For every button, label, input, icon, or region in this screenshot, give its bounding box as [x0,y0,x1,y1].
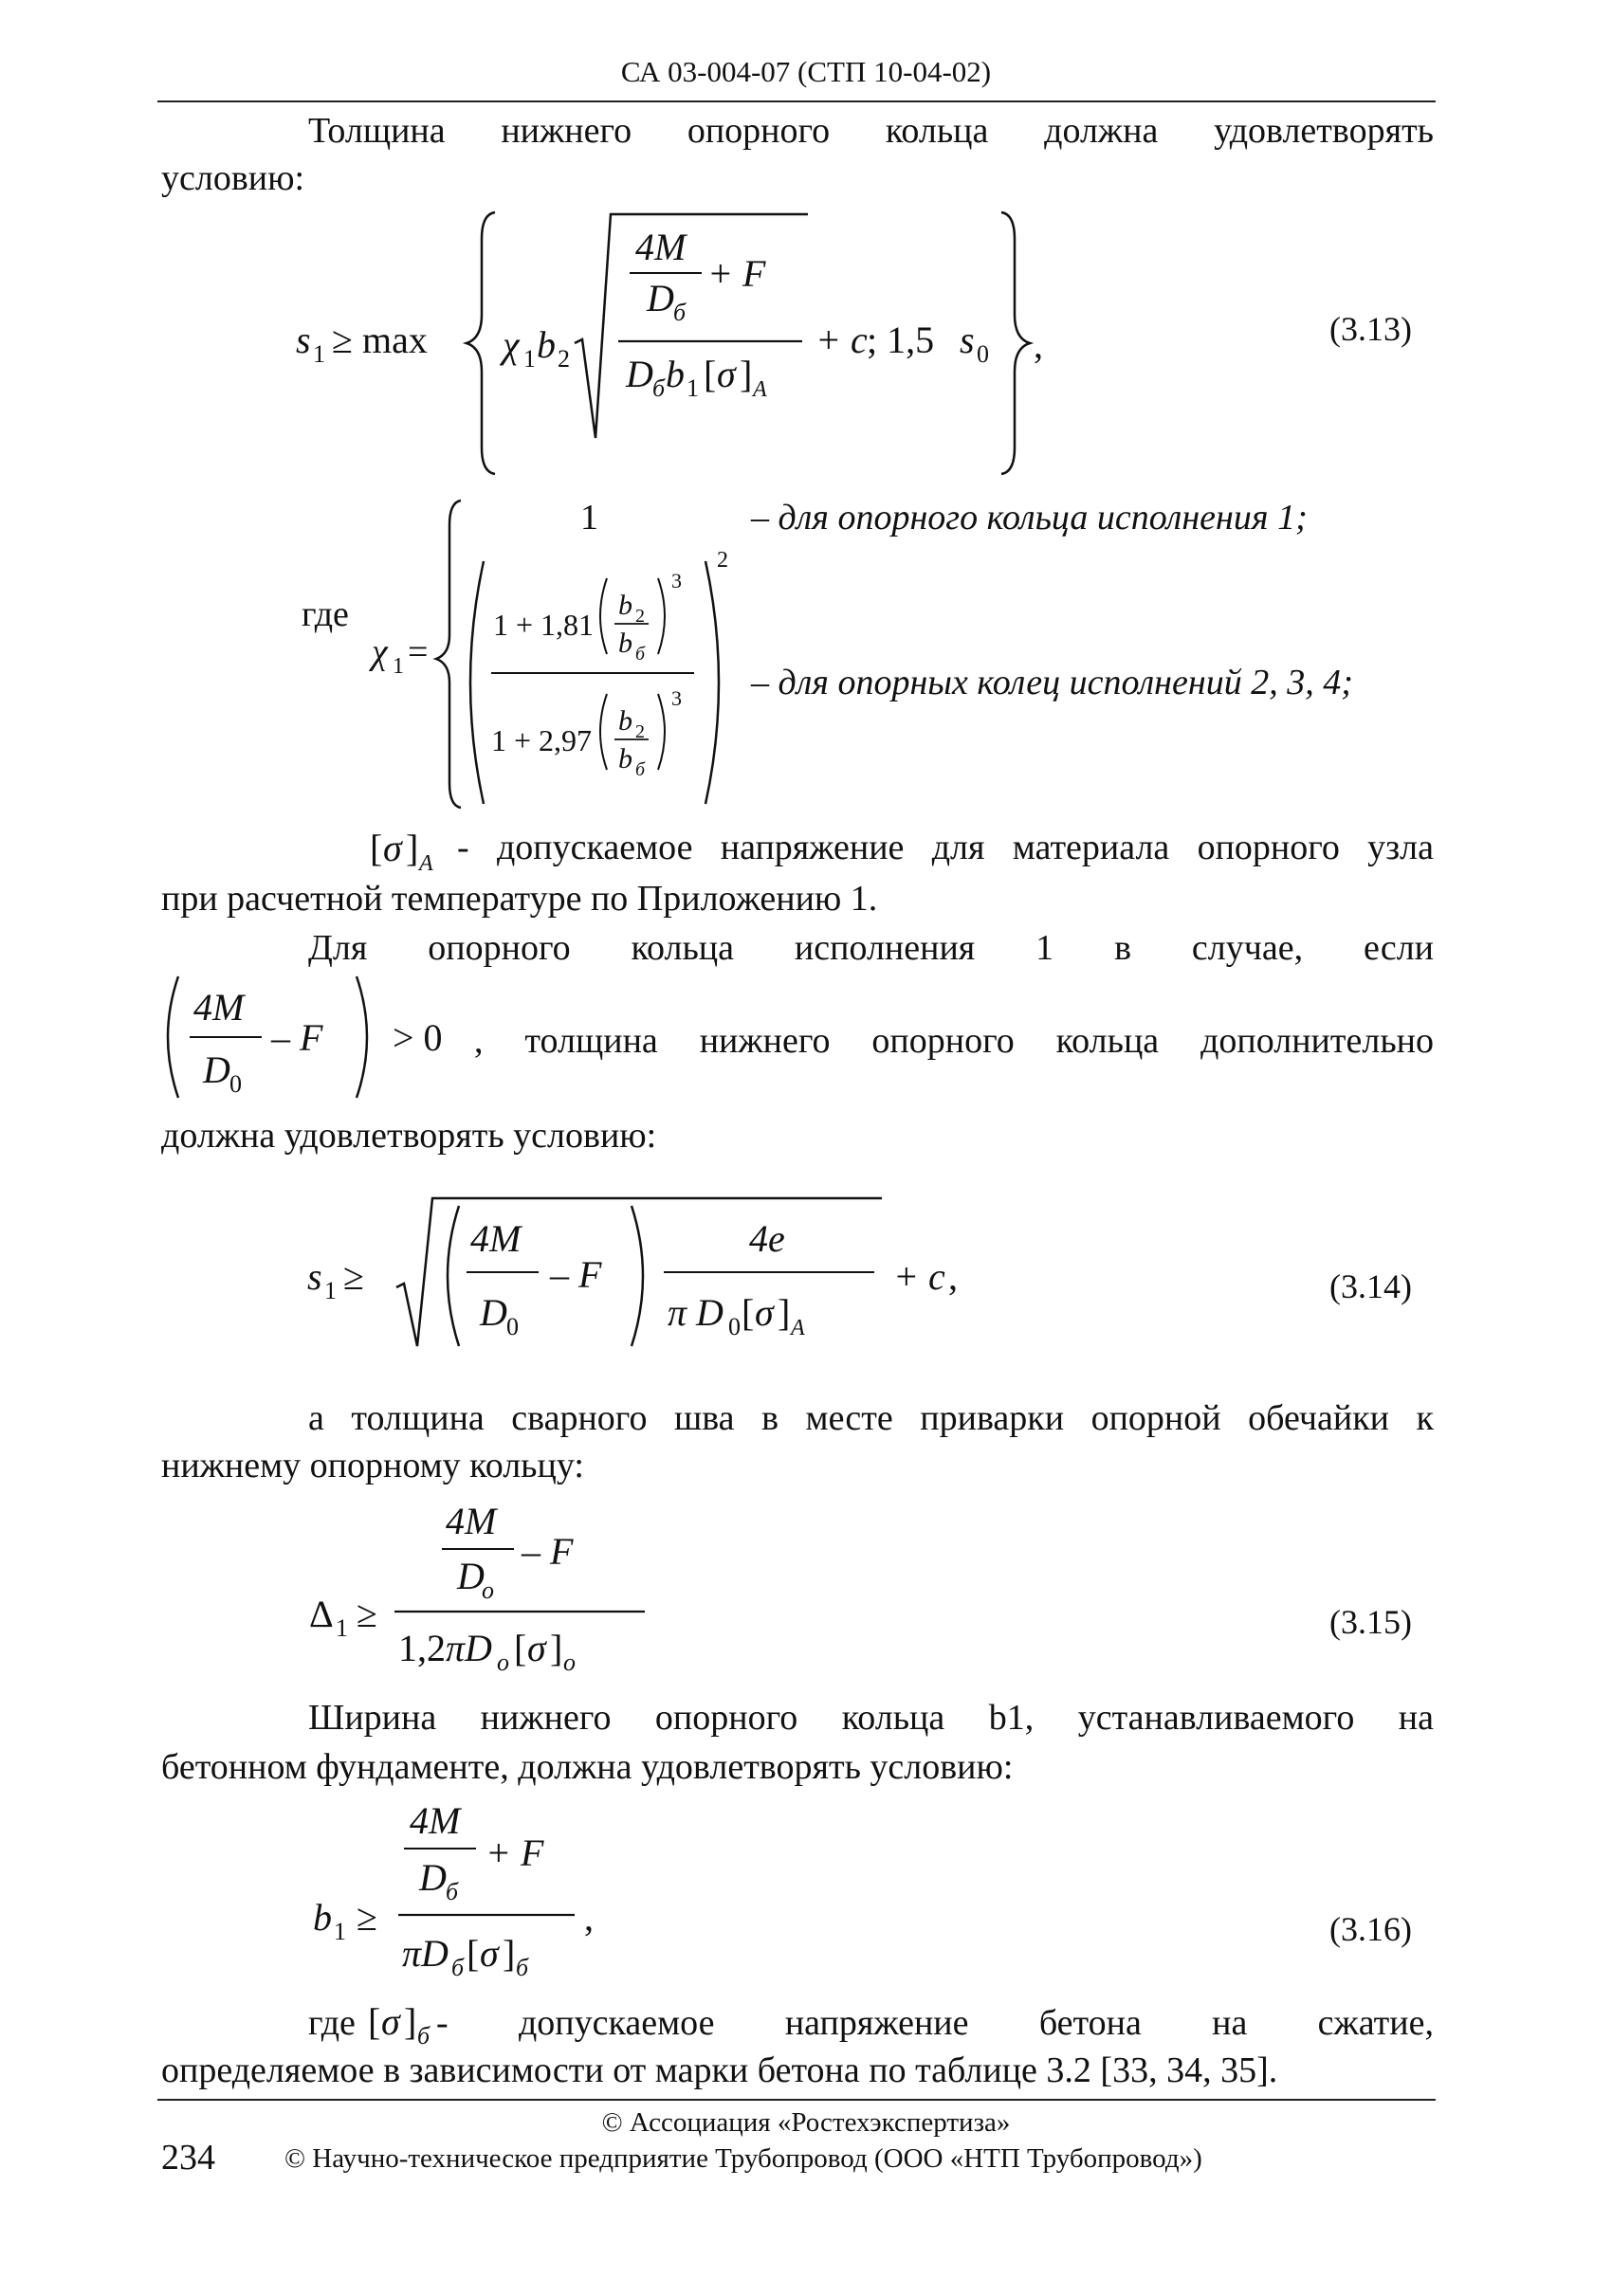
svg-text:s: s [296,319,311,361]
footer-rule [157,2099,1436,2101]
svg-text:0: 0 [506,1313,519,1340]
svg-text:4M: 4M [193,986,245,1029]
paragraph-5-line-2: определяемое в зависимости от марки бетона по таблице 3.2 [33, 34, 35]. [161,2050,1278,2090]
svg-text:χ: χ [372,632,388,672]
svg-text:б: б [451,1954,465,1981]
formula-3-14 [284,1185,1005,1360]
svg-text:1: 1 [687,374,699,402]
svg-text:σ: σ [480,1932,499,1975]
svg-text:]: ] [740,353,753,395]
svg-text:+ F: + F [707,252,766,295]
svg-text:s: s [960,319,975,361]
svg-text:≥: ≥ [357,1593,377,1635]
svg-text:Δ: Δ [309,1593,334,1635]
svg-text:; 1,5: ; 1,5 [867,319,935,361]
svg-text:4M: 4M [410,1799,461,1842]
svg-text:o: o [563,1649,576,1676]
inline-condition-formula [161,971,503,1108]
svg-text:b: b [618,743,632,774]
svg-text:1: 1 [313,340,325,368]
svg-text:[: [ [514,1627,527,1669]
svg-text:+ c: + c [815,319,868,361]
paragraph-3-line-2: нижнему опорному кольцу: [161,1446,584,1485]
svg-text:]: ] [404,2000,417,2043]
paragraph-5-where: где [308,2003,356,2043]
header-rule [157,100,1436,102]
svg-text:1: 1 [580,498,598,538]
running-header: СА 03-004-07 (СТП 10-04-02) [620,55,992,88]
svg-text:D: D [626,353,653,395]
svg-text:3: 3 [671,686,682,710]
svg-text:б: б [652,374,666,402]
svg-text:2: 2 [558,345,570,373]
svg-text:D: D [480,1291,507,1334]
svg-text:[: [ [368,2000,381,2043]
paragraph-1-line-1: Толщина нижнего опорного кольца должна удовлетворять [308,111,1434,151]
svg-text:b: b [618,628,632,659]
svg-text:> 0: > 0 [393,1016,443,1059]
equation-number-3-15: (3.15) [1329,1603,1412,1641]
where-label: где [302,594,349,634]
svg-text:]: ] [503,1932,516,1975]
svg-text:1: 1 [324,1277,337,1304]
equation-number-3-16: (3.16) [1329,1910,1412,1948]
svg-text:=: = [408,632,429,672]
svg-text:b: b [618,590,632,621]
svg-text:[: [ [370,827,383,869]
svg-text:πD: πD [446,1627,492,1669]
svg-text:4e: 4e [749,1217,785,1260]
svg-text:]: ] [778,1291,791,1334]
svg-text:0: 0 [728,1313,741,1340]
page-number: 234 [161,2138,215,2178]
footer-association: © Ассоциация «Ростехэкспертиза» [601,2107,1011,2138]
svg-text:σ: σ [755,1291,774,1334]
svg-text:D: D [647,277,674,319]
svg-text:б: б [635,759,646,780]
svg-text:1,2: 1,2 [398,1627,446,1669]
svg-text:1: 1 [393,654,404,679]
svg-text:χ: χ [503,323,520,366]
paragraph-5-line-1: - допускаемое напряжение бетона на сжатие, [436,2003,1434,2043]
svg-text:≥: ≥ [343,1255,364,1298]
svg-text:4M: 4M [635,226,687,268]
svg-text:0: 0 [229,1070,242,1098]
svg-text:A: A [791,1316,805,1340]
equation-number-3-13: (3.13) [1329,310,1412,348]
svg-text:б: б [635,644,646,665]
formula-3-15 [303,1490,683,1694]
sigma-a-definition-line-2: при расчетной температуре по Приложению 1. [161,879,878,919]
svg-text:[: [ [467,1932,480,1975]
sigma-a-definition-line-1: - допускаемое напряжение для материала опорного узла [457,828,1434,867]
svg-text:4M: 4M [470,1217,522,1260]
paragraph-1-line-2: условию: [161,158,305,198]
svg-text:]: ] [406,827,419,869]
svg-text:2: 2 [635,721,645,742]
paragraph-4-line-2: бетонном фундаменте, должна удовлетворять условию: [161,1747,1014,1787]
svg-text:– F: – F [522,1530,574,1573]
svg-text:– F: – F [550,1253,602,1296]
svg-text:o: o [482,1576,494,1604]
svg-text:b: b [313,1896,332,1939]
svg-text:2: 2 [717,548,728,573]
svg-text:1: 1 [336,1614,348,1642]
svg-text:,: , [1034,323,1043,366]
svg-text:0: 0 [977,340,989,368]
svg-text:σ: σ [383,827,402,869]
svg-text:[: [ [742,1291,755,1334]
svg-text:2: 2 [635,606,645,627]
svg-text:3: 3 [671,569,682,592]
svg-text:б: б [446,1878,459,1905]
chi-case-1-condition: – для опорного кольца исполнения 1; [751,498,1308,538]
formula-3-16 [303,1792,645,1995]
svg-text:σ: σ [717,353,736,395]
svg-text:D: D [203,1048,230,1091]
svg-text:π D: π D [668,1291,724,1334]
paragraph-2-line-2: , толщина нижнего опорного кольца дополнительно [474,1021,1434,1061]
svg-text:б: б [417,2022,430,2050]
paragraph-2-line-3: должна удовлетворять условию: [161,1116,657,1156]
svg-text:b: b [666,353,685,395]
svg-text:σ: σ [527,1627,546,1669]
svg-text:≥ max: ≥ max [332,319,428,361]
svg-text:≥: ≥ [357,1896,377,1939]
svg-text:σ: σ [381,2000,400,2043]
paragraph-4-line-1: Ширина нижнего опорного кольца b1, устанавливаемого на [308,1698,1434,1738]
svg-text:1 + 1,81: 1 + 1,81 [493,608,595,642]
svg-text:4M: 4M [446,1500,497,1542]
footer-company: © Научно-техническое предприятие Трубопровод (ООО «НТП Трубопровод») [284,2143,1202,2174]
svg-text:1: 1 [334,1918,346,1945]
svg-text:]: ] [550,1627,563,1669]
svg-text:πD: πD [402,1932,449,1975]
svg-text:D: D [419,1856,447,1899]
svg-text:o: o [497,1649,509,1676]
svg-text:,: , [948,1255,958,1298]
formula-chi-cases [370,493,768,820]
svg-text:+ c: + c [893,1255,945,1298]
svg-text:[: [ [704,353,717,395]
equation-number-3-14: (3.14) [1329,1267,1412,1305]
svg-text:A: A [419,851,433,876]
formula-3-13 [284,201,1062,490]
svg-text:D: D [457,1555,485,1597]
chi-case-2-condition: – для опорных колец исполнений 2, 3, 4; [751,663,1353,702]
svg-text:б: б [673,299,687,326]
svg-text:1: 1 [523,345,536,373]
svg-text:A: A [753,377,767,402]
svg-text:,: , [584,1896,594,1939]
svg-text:s: s [307,1255,322,1298]
paragraph-3-line-1: а толщина сварного шва в месте приварки опорной обечайки к [308,1398,1434,1438]
svg-text:+ F: + F [485,1831,544,1874]
svg-text:b: b [618,705,632,737]
svg-text:b: b [537,323,556,366]
svg-text:1 + 2,97: 1 + 2,97 [491,723,593,757]
svg-text:б: б [516,1954,529,1981]
paragraph-2-line-1: Для опорного кольца исполнения 1 в случае, если [308,928,1434,968]
svg-text:– F: – F [271,1016,323,1059]
